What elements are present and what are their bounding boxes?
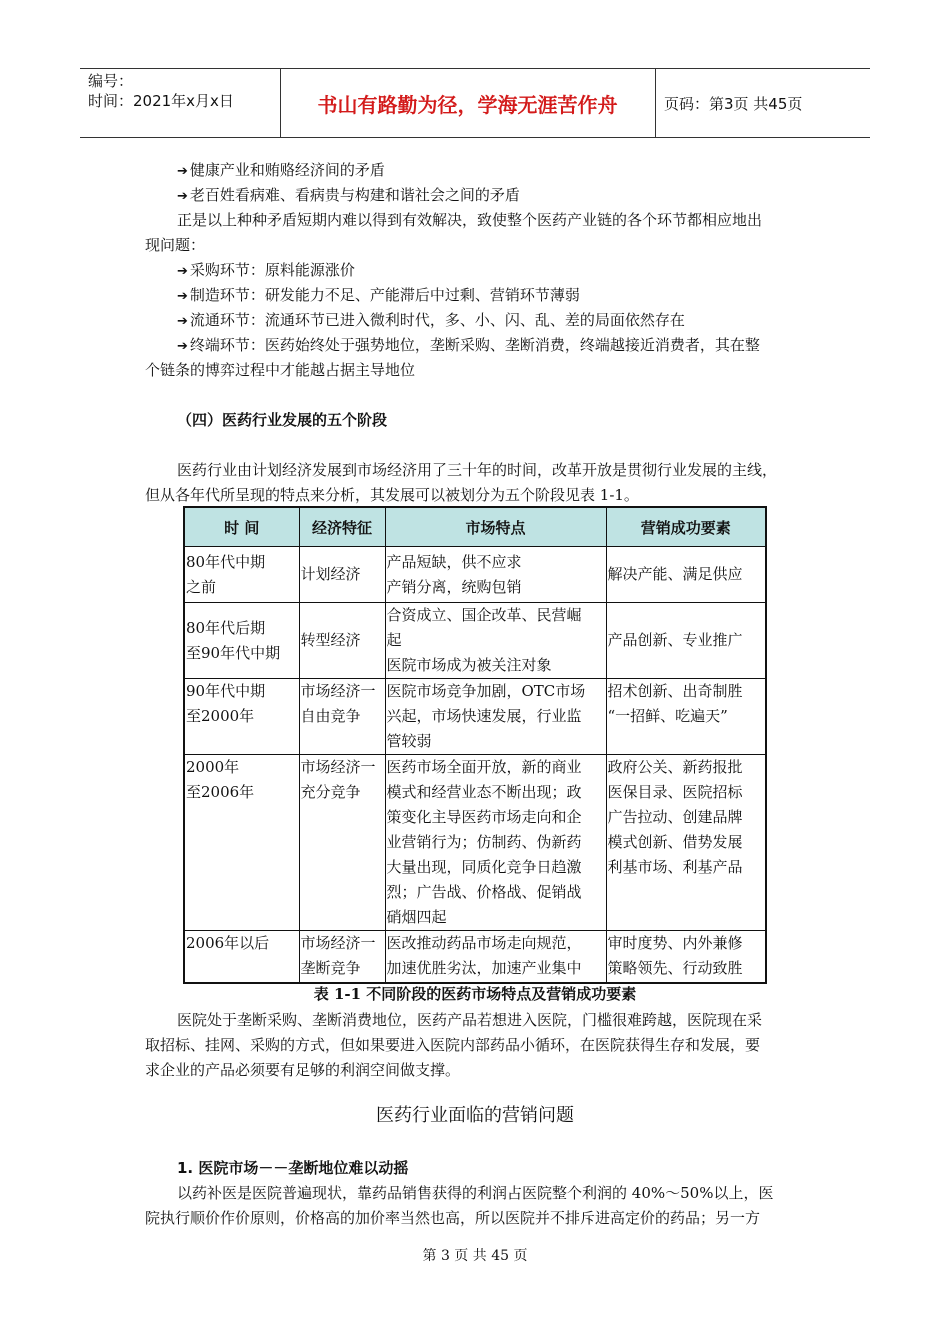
page-footer: 第 3 页 共 45 页 [422,1248,528,1264]
chapter-heading: 医药行业面临的营销问题 [376,1105,574,1126]
bullet-item: ➔ 流通环节：流通环节已进入微利时代，多、小、闪、乱、差的局面依然存在 [177,311,685,329]
column-header: 营销成功要素 [606,507,766,547]
success-cell: 招术创新、出奇制胜 “一招鲜、吃遍天” [606,679,766,755]
document-date: 时间：2021年x月x日 [88,92,234,110]
arrow-right-icon: ➔ [177,289,188,304]
time-cell: 80年代中期 之前 [184,547,299,603]
bullet-item: ➔ 健康产业和贿赂经济间的矛盾 [177,161,385,179]
econ-cell: 市场经济一 充分竞争 [299,755,385,931]
econ-cell: 转型经济 [299,603,385,679]
bullet-continuation: 个链条的博弈过程中才能越占据主导地位 [145,361,416,379]
paragraph-line: 取招标、挂网、采购的方式，但如果要进入医院内部药品小循环，在医院获得生存和发展，要 [145,1036,761,1054]
table-row [184,755,766,931]
success-cell: 产品创新、专业推广 [606,603,766,679]
bullet-item: ➔ 采购环节：原料能源涨价 [177,261,355,279]
bullet-item: ➔ 终端环节：医药始终处于强势地位，垄断采购、垄断消费，终端越接近消费者，其在整 [177,336,760,354]
time-cell: 90年代中期 至2000年 [184,679,299,755]
paragraph-line: 以药补医是医院普遍现状，靠药品销售获得的利润占医院整个利润的 40%～50%以上，医 [177,1184,774,1202]
paragraph-line: 现问题： [145,236,206,254]
paragraph-line: 正是以上种种矛盾短期内难以得到有效解决，致使整个医药产业链的各个环节都相应地出 [177,211,763,229]
header-page-info: 页码：第3页 共45页 [664,95,803,113]
stages-table [183,506,767,984]
time-cell: 80年代后期 至90年代中期 [184,603,299,679]
arrow-right-icon: ➔ [177,164,188,179]
arrow-right-icon: ➔ [177,189,188,204]
market-cell: 产品短缺，供不应求 产销分离，统购包销 [385,547,606,603]
arrow-right-icon: ➔ [177,314,188,329]
paragraph-line: 求企业的产品必须要有足够的利润空间做支撑。 [145,1061,461,1079]
time-cell: 2006年以后 [184,931,299,983]
header-divider [655,69,656,137]
success-cell: 政府公关、新药报批 医保目录、医院招标 广告拉动、创建品牌 模式创新、借势发展 利基市场、利基产品 [606,755,766,931]
success-cell: 审时度势、内外兼修 策略领先、行动致胜 [606,931,766,983]
paragraph-line: 但从各年代所呈现的特点来分析，其发展可以被划分为五个阶段见表 1-1。 [145,486,639,504]
paragraph-line: 医药行业由计划经济发展到市场经济用了三十年的时间，改革开放是贯彻行业发展的主线， [177,461,778,479]
header-meta [88,71,234,111]
econ-cell: 计划经济 [299,547,385,603]
sub-heading: 1. 医院市场－－垄断地位难以动摇 [177,1159,409,1177]
bullet-item: ➔ 制造环节：研发能力不足、产能滞后中过剩、营销环节薄弱 [177,286,580,304]
arrow-right-icon: ➔ [177,339,188,354]
market-cell: 医药市场全面开放，新的商业 模式和经营业态不断出现；政 策变化主导医药市场走向和企 业营销行为；仿制药、伪新药 大量出现，同质化竞争日趋激 烈；广告战、价格战、促销战 硝烟四起 [385,755,606,931]
bullet-item: ➔ 老百姓看病难、看病贵与构建和谐社会之间的矛盾 [177,186,520,204]
table-caption: 表 1-1 不同阶段的医药市场特点及营销成功要素 [313,985,637,1003]
paragraph-line: 院执行顺价作价原则，价格高的加价率当然也高，所以医院并不排斥进高定价的药品；另一方 [145,1209,761,1227]
page-header [80,68,870,138]
column-header: 时 间 [184,507,299,547]
arrow-right-icon: ➔ [177,264,188,279]
time-cell: 2000年 至2006年 [184,755,299,931]
header-motto: 书山有路勤为径，学海无涯苦作舟 [317,93,618,117]
market-cell: 医院市场竞争加剧，OTC市场 兴起，市场快速发展，行业监 管较弱 [385,679,606,755]
table-header-row [184,507,766,547]
column-header: 经济特征 [299,507,385,547]
section-heading: （四）医药行业发展的五个阶段 [177,411,388,429]
econ-cell: 市场经济一 垄断竞争 [299,931,385,983]
document-number: 编号： [88,72,134,90]
econ-cell: 市场经济一 自由竞争 [299,679,385,755]
paragraph-line: 医院处于垄断采购、垄断消费地位，医药产品若想进入医院，门槛很难跨越，医院现在采 [177,1011,763,1029]
table-row [184,679,766,755]
market-cell: 医改推动药品市场走向规范， 加速优胜劣汰，加速产业集中 [385,931,606,983]
column-header: 市场特点 [385,507,606,547]
success-cell: 解决产能、满足供应 [606,547,766,603]
table-row [184,931,766,983]
table-row [184,547,766,603]
table-row [184,603,766,679]
market-cell: 合资成立、国企改革、民营崛 起 医院市场成为被关注对象 [385,603,606,679]
